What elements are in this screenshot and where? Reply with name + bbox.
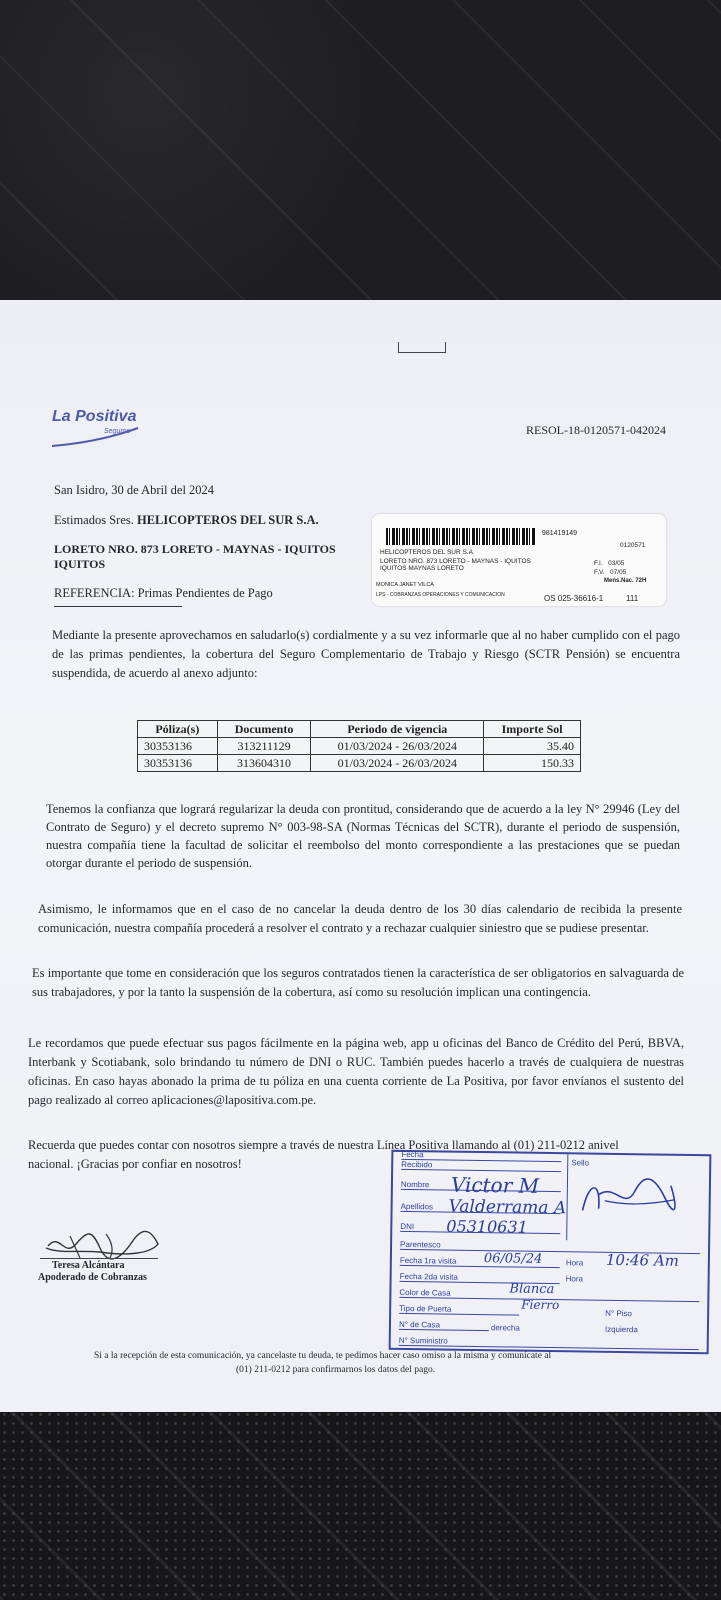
salutation-prefix: Estimados Sres. — [54, 513, 134, 527]
stamp-row: DNI — [400, 1222, 560, 1234]
punch-mark — [398, 342, 446, 353]
address-line-2: IQUITOS — [54, 557, 106, 571]
signer-name: Teresa Alcántara — [52, 1260, 125, 1271]
contact-line-1: Recuerda que puedes contar con nosotros siempre a través de nuestra Línea Positiva llamando al (01) 211-0212 anivel — [28, 1138, 619, 1152]
label-person: MONICA JANET VILCA — [376, 582, 434, 588]
stamp-row: Tipo de Puerta — [399, 1304, 519, 1316]
signer-title: Apoderado de Cobranzas — [38, 1272, 147, 1283]
stamp-row: Apellidos — [401, 1202, 561, 1214]
label-fi — [594, 560, 624, 567]
contact-line-2: nacional. ¡Gracias por confiar en nosotros! — [28, 1157, 242, 1171]
table-cell-amount: 35.40 — [484, 738, 581, 755]
table-header: Periodo de vigencia — [311, 721, 484, 738]
label-address-2: IQUITOS MAYNAS LORETO — [380, 565, 464, 572]
stamp-sello-label: Sello — [571, 1158, 590, 1168]
signature-line — [40, 1258, 158, 1259]
table-row — [138, 755, 581, 772]
label-fi-key: F.I. — [594, 560, 603, 567]
company-logo: La Positiva — [52, 408, 137, 425]
address-line-1: LORETO NRO. 873 LORETO - MAYNAS - IQUITOS — [54, 542, 336, 556]
handwritten-door-type: Fierro — [521, 1297, 560, 1313]
handwritten-visit-time: 10:46 Am — [605, 1250, 680, 1270]
reference-underline — [54, 606, 182, 607]
table-cell-policy: 30353136 — [138, 755, 218, 772]
barcode — [386, 528, 536, 545]
stamp-row: N° de Casa — [399, 1320, 489, 1331]
footer-line-2: (01) 211-0212 para confirmarnos los datos del pago. — [236, 1365, 436, 1375]
table-cell-period: 01/03/2024 - 26/03/2024 — [311, 755, 484, 772]
table-header: Documento — [217, 721, 311, 738]
stamp-signature-image — [574, 1170, 685, 1222]
label-fv-value: 07/05 — [610, 569, 627, 576]
label-code: 981419149 — [542, 530, 578, 537]
table-cell-document: 313604310 — [217, 755, 311, 772]
handwritten-name: Victor M — [450, 1172, 540, 1198]
label-company: HELICOPTEROS DEL SUR S.A — [380, 549, 473, 556]
paragraph-payments: Le recordamos que puede efectuar sus pagos fácilmente en la página web, app u oficinas del Banco de Crédito del Perú, BBVA, Interbank y Scotiabank, solo brindando tu número de DNI o RUC. También puedes hacerlo a través de cualquiera de nuestras oficinas. En caso hayas abonado la prima de tu póliza en una cuenta corriente de La Positiva, por favor envíanos el sustento del pago realizado al correo aplicaciones@lapositiva.com.pe. — [28, 1036, 684, 1107]
table-cell-period: 01/03/2024 - 26/03/2024 — [311, 738, 484, 755]
stamp-row: Fecha — [401, 1150, 561, 1162]
stamp-row: Recibido — [401, 1160, 561, 1172]
recipient-company: HELICOPTEROS DEL SUR S.A. — [136, 513, 319, 527]
label-right-code: 0120571 — [620, 542, 646, 549]
stamp-row: Parentesco — [400, 1240, 700, 1254]
paragraph-legal: Tenemos la confianza que logrará regularizar la deuda con prontitud, considerando que de acuerdo a la ley N° 29946 (Ley del Contrato de Seguro) y el decreto supremo N° 003-98-SA (Normas Técnicas del SCTR), durante el periodo de suspensión, nuestra compañía tiene la facultad de solicitar el reembolso del monto correspondiente a las prestaciones que se puedan otorgar durante el periodo de suspensión. — [46, 802, 680, 870]
footer-line-1: Si a la recepción de esta comunicación, ya cancelaste tu deuda, te pedimos hacer caso omiso a la misma y comunícate al — [94, 1351, 552, 1361]
handwritten-visit-date: 06/05/24 — [483, 1251, 543, 1267]
handwritten-house-color: Blanca — [509, 1281, 555, 1298]
handwritten-surname: Valderrama A — [448, 1196, 567, 1219]
table-cell-amount: 150.33 — [484, 755, 581, 772]
table-header-row — [138, 721, 581, 738]
logo-swoosh-icon — [50, 426, 142, 448]
paragraph-resolution: Asimismo, le informamos que en el caso de no cancelar la deuda dentro de los 30 días calendario de recibida la presente comunicación, nuestra compañía procederá a resolver el contrato y a rechazar cualquier siniestro que se pudiese presentar. — [38, 902, 682, 935]
label-fv-key: F.V. — [594, 569, 605, 576]
stamp-row: N° Suministro — [399, 1336, 699, 1350]
stamp-hora-label-2: Hora — [565, 1274, 584, 1284]
label-fv — [594, 569, 626, 576]
place-date: San Isidro, 30 de Abril del 2024 — [54, 483, 215, 497]
letter-paper — [0, 300, 721, 1412]
policies-table — [137, 720, 581, 772]
delivery-stamp — [389, 1150, 710, 1354]
label-service: Mens.Nac. 72H — [604, 578, 647, 584]
recipient-address — [54, 542, 336, 572]
table-header: Importe Sol — [484, 721, 581, 738]
table-row — [138, 738, 581, 755]
handwritten-dni: 05310631 — [446, 1216, 528, 1237]
reference: REFERENCIA: Primas Pendientes de Pago — [54, 586, 273, 600]
stamp-row: Color de Casa — [399, 1288, 699, 1302]
resolution-code: RESOL-18-0120571-042024 — [526, 423, 666, 437]
car-seat-background-bottom — [0, 1410, 721, 1600]
intro-paragraph: Mediante la presente aprovechamos en saludarlo(s) cordialmente y a su vez informarle que al no haber cumplido con el pago de las primas pendientes, la cobertura del Seguro Complementario de Trabajo y Riesgo (SCTR Pensión) se encuentra suspendida, de acuerdo al anexo adjunto: — [52, 628, 680, 680]
table-cell-policy: 30353136 — [138, 738, 218, 755]
label-dept: LPS - COBRANZAS OPERACIONES Y COMUNICACION — [376, 592, 505, 598]
table-cell-document: 313211129 — [217, 738, 311, 755]
company-logo-subtitle: Seguros — [104, 428, 131, 435]
label-address-1: LORETO NRO. 873 LORETO - MAYNAS - IQUITOS — [380, 558, 531, 565]
stamp-derecha-label: derecha — [490, 1323, 520, 1333]
car-seat-background-top — [0, 0, 721, 312]
paragraph-obligation: Es importante que tome en consideración que los seguros contratados tienen la característica de ser obligatorios en salvaguarda de sus trabajadores, y por la tanto la suspensión de la cobertura, así como su resolución implican una contingencia. — [32, 966, 684, 999]
stamp-hora-label: Hora — [565, 1258, 584, 1268]
table-header: Póliza(s) — [138, 721, 218, 738]
stamp-row: Fecha 1ra visita — [400, 1256, 560, 1268]
salutation — [54, 512, 319, 529]
stamp-row: Nombre — [401, 1180, 561, 1192]
label-os-number: 111 — [626, 594, 639, 603]
courier-label — [372, 514, 666, 606]
label-fi-value: 03/05 — [608, 560, 625, 567]
label-os: OS 025-36616-1 — [544, 594, 604, 603]
stamp-row: Fecha 2da visita — [400, 1272, 560, 1284]
stamp-piso-label: N° Piso — [605, 1308, 632, 1319]
stamp-izquierda-label: Izquierda — [604, 1324, 638, 1335]
